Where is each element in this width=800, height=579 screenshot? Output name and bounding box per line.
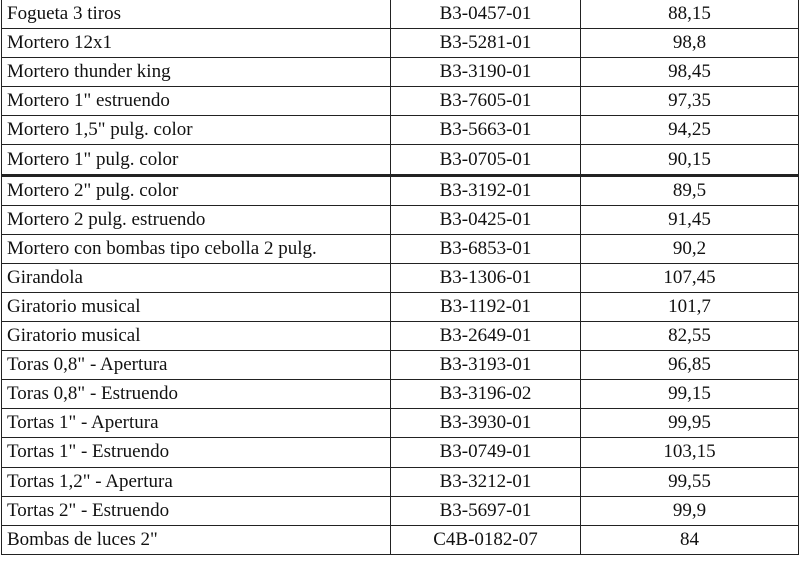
product-value-cell: 98,45 xyxy=(581,58,799,87)
table-row xyxy=(2,409,799,438)
product-value-cell: 97,35 xyxy=(581,87,799,116)
table-row xyxy=(2,496,799,525)
product-value-cell: 91,45 xyxy=(581,205,799,234)
product-value-cell: 99,9 xyxy=(581,496,799,525)
product-code-cell: B3-2649-01 xyxy=(391,322,581,351)
product-code-cell: B3-0457-01 xyxy=(391,0,581,29)
product-code-cell: B3-3212-01 xyxy=(391,467,581,496)
product-value-cell: 98,8 xyxy=(581,29,799,58)
table-row xyxy=(2,29,799,58)
product-name-cell: Tortas 1" - Estruendo xyxy=(2,438,391,467)
product-code-cell: B3-1306-01 xyxy=(391,263,581,292)
product-value-cell: 82,55 xyxy=(581,322,799,351)
product-name-cell: Mortero 12x1 xyxy=(2,29,391,58)
product-code-cell: B3-0705-01 xyxy=(391,145,581,175)
table-row xyxy=(2,351,799,380)
product-code-cell: B3-5663-01 xyxy=(391,116,581,145)
product-name-cell: Mortero 2 pulg. estruendo xyxy=(2,205,391,234)
product-name-cell: Tortas 2" - Estruendo xyxy=(2,496,391,525)
table-row xyxy=(2,525,799,554)
product-name-cell: Mortero thunder king xyxy=(2,58,391,87)
product-value-cell: 107,45 xyxy=(581,263,799,292)
product-value-cell: 96,85 xyxy=(581,351,799,380)
table-row xyxy=(2,175,799,205)
product-name-cell: Bombas de luces 2" xyxy=(2,525,391,554)
product-value-cell: 90,15 xyxy=(581,145,799,175)
product-code-cell: B3-6853-01 xyxy=(391,234,581,263)
product-code-cell: B3-0749-01 xyxy=(391,438,581,467)
product-code-cell: C4B-0182-07 xyxy=(391,525,581,554)
table-row xyxy=(2,292,799,321)
table-row xyxy=(2,58,799,87)
product-code-cell: B3-3193-01 xyxy=(391,351,581,380)
product-name-cell: Mortero con bombas tipo cebolla 2 pulg. xyxy=(2,234,391,263)
product-code-cell: B3-1192-01 xyxy=(391,292,581,321)
product-value-cell: 99,15 xyxy=(581,380,799,409)
products-table xyxy=(1,0,799,555)
product-code-cell: B3-3930-01 xyxy=(391,409,581,438)
product-name-cell: Toras 0,8" - Apertura xyxy=(2,351,391,380)
product-value-cell: 90,2 xyxy=(581,234,799,263)
product-name-cell: Fogueta 3 tiros xyxy=(2,0,391,29)
table-row xyxy=(2,0,799,29)
product-name-cell: Mortero 2" pulg. color xyxy=(2,175,391,205)
product-value-cell: 101,7 xyxy=(581,292,799,321)
product-name-cell: Toras 0,8" - Estruendo xyxy=(2,380,391,409)
product-value-cell: 103,15 xyxy=(581,438,799,467)
table-row xyxy=(2,116,799,145)
table-row xyxy=(2,438,799,467)
product-name-cell: Giratorio musical xyxy=(2,322,391,351)
product-code-cell: B3-0425-01 xyxy=(391,205,581,234)
table-row xyxy=(2,322,799,351)
table-row xyxy=(2,234,799,263)
product-value-cell: 99,95 xyxy=(581,409,799,438)
product-name-cell: Giratorio musical xyxy=(2,292,391,321)
product-code-cell: B3-5697-01 xyxy=(391,496,581,525)
product-value-cell: 84 xyxy=(581,525,799,554)
product-value-cell: 99,55 xyxy=(581,467,799,496)
table-row xyxy=(2,467,799,496)
product-value-cell: 89,5 xyxy=(581,175,799,205)
product-value-cell: 88,15 xyxy=(581,0,799,29)
table-row xyxy=(2,205,799,234)
product-code-cell: B3-3192-01 xyxy=(391,175,581,205)
product-name-cell: Tortas 1,2" - Apertura xyxy=(2,467,391,496)
product-code-cell: B3-7605-01 xyxy=(391,87,581,116)
table-row xyxy=(2,87,799,116)
product-code-cell: B3-3196-02 xyxy=(391,380,581,409)
table-row xyxy=(2,380,799,409)
product-name-cell: Tortas 1" - Apertura xyxy=(2,409,391,438)
product-name-cell: Mortero 1,5" pulg. color xyxy=(2,116,391,145)
product-name-cell: Girandola xyxy=(2,263,391,292)
table-row xyxy=(2,263,799,292)
table-row xyxy=(2,145,799,175)
product-name-cell: Mortero 1" pulg. color xyxy=(2,145,391,175)
product-code-cell: B3-5281-01 xyxy=(391,29,581,58)
product-code-cell: B3-3190-01 xyxy=(391,58,581,87)
product-name-cell: Mortero 1" estruendo xyxy=(2,87,391,116)
product-value-cell: 94,25 xyxy=(581,116,799,145)
